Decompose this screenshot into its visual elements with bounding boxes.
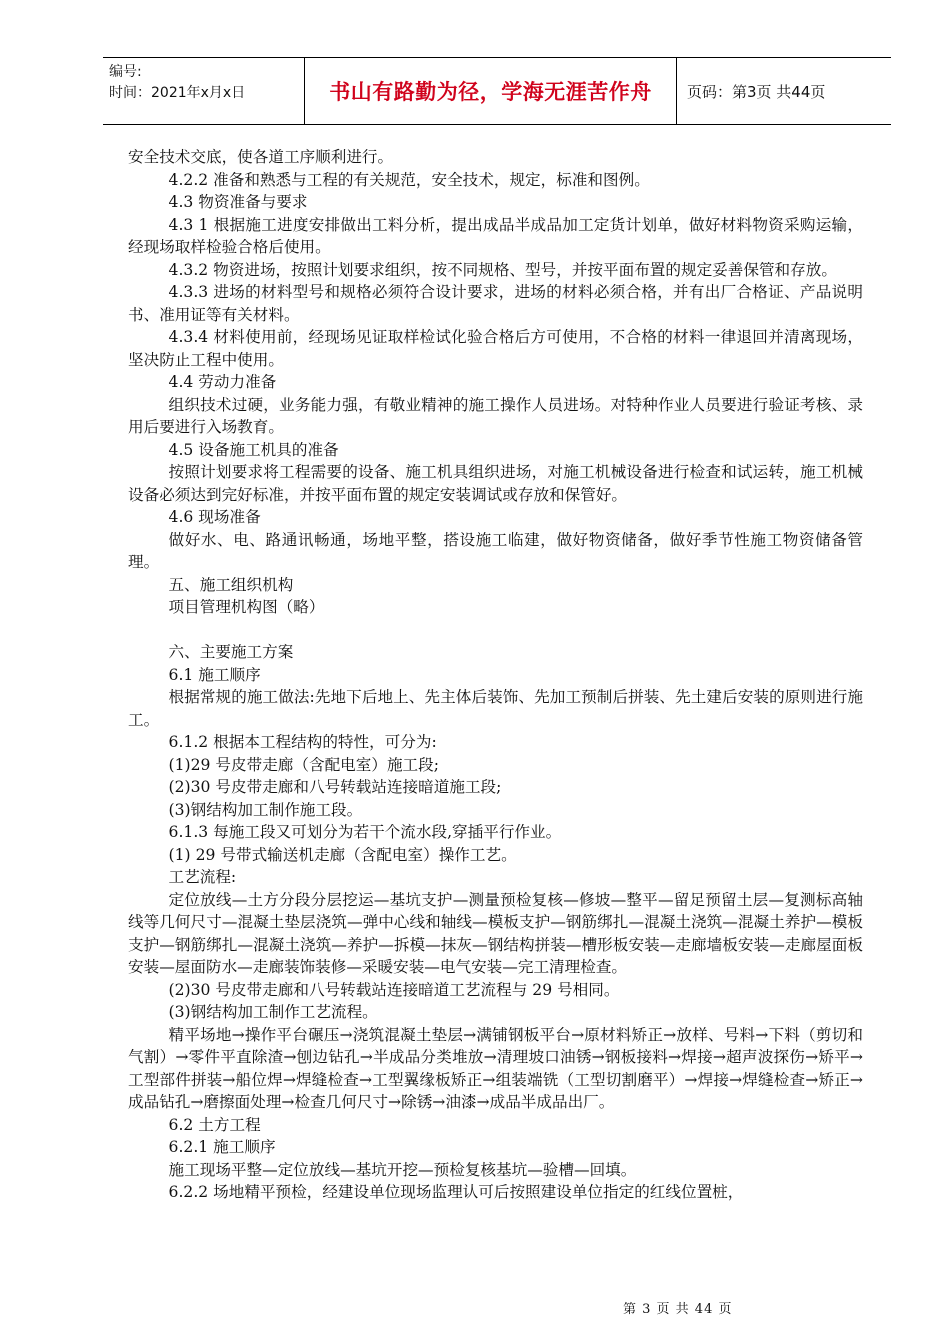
body-paragraph: 精平场地→操作平台碾压→浇筑混凝土垫层→满铺钢板平台→原材料矫正→放样、号料→下料（剪切和气割）→零件平直除渣→刨边钻孔→半成品分类堆放→清理坡口油锈→钢板接料→焊接→超声波探伤→矫平→工型部件拼装→船位焊→焊缝检查→工型翼缘板矫正→组装端铣（工型切割磨平）→焊接→焊缝检查→矫正→成品钻孔→磨擦面处理→检查几何尺寸→除锈→油漆→成品半成品出厂。	[128, 1025, 863, 1111]
body-paragraph: (1) 29 号带式输送机走廊（含配电室）操作工艺。	[168, 845, 517, 864]
body-paragraph: 安全技术交底，使各道工序顺利进行。	[128, 148, 394, 166]
body-paragraph: (2)30 号皮带走廊和八号转载站连接暗道施工段;	[168, 778, 502, 796]
body-paragraph: 4.6 现场准备	[168, 508, 261, 526]
body-paragraph	[128, 619, 863, 642]
time-label: 时间：2021年x月x日	[109, 85, 246, 101]
body-paragraph: 根据常规的施工做法:先地下后地上、先主体后装饰、先加工预制后拼装、先土建后安装的原则进行施工。	[128, 688, 863, 729]
body-paragraph: 4.3.4 材料使用前，经现场见证取样检试化验合格后方可使用，不合格的材料一律退回并清离现场，坚决防止工程中使用。	[128, 328, 863, 369]
body-paragraph: 6.2.1 施工顺序	[168, 1138, 276, 1156]
header-meta	[103, 58, 305, 124]
body-paragraph: 项目管理机构图（略）	[168, 598, 325, 616]
body-paragraph: 定位放线—土方分段分层挖运—基坑支护—测量预检复核—修坡—整平—留足预留土层—复测标高轴线等几何尺寸—混凝土垫层浇筑—弹中心线和轴线—模板支护—钢筋绑扎—混凝土浇筑—混凝土养护—模板支护—钢筋绑扎—混凝土浇筑—养护—拆模—抹灰—钢结构拼装—槽形板安装—走廊墙板安装—走廊屋面板安装—屋面防水—走廊装饰装修—采暖安装—电气安装—完工清理检查。	[128, 890, 863, 976]
body-paragraph: 6.2.2 场地精平预检，经建设单位现场监理认可后按照建设单位指定的红线位置桩，	[168, 1183, 744, 1201]
document-body	[128, 146, 863, 1204]
body-paragraph: 6.1 施工顺序	[168, 665, 261, 684]
page-header	[103, 57, 891, 125]
body-paragraph: (2)30 号皮带走廊和八号转载站连接暗道工艺流程与 29 号相同。	[168, 980, 620, 999]
body-paragraph: 4.3.2 物资进场，按照计划要求组织，按不同规格、型号，并按平面布置的规定妥善保管和存放。	[168, 260, 837, 279]
body-paragraph: 4.3 1 根据施工进度安排做出工料分析，提出成品半成品加工定货计划单，做好材料物资采购运输，经现场取样检验合格后使用。	[128, 215, 863, 256]
body-paragraph: 4.3 物资准备与要求	[168, 193, 308, 211]
page-info: 页码：第3页 共44页	[687, 82, 826, 101]
body-paragraph: 4.2.2 准备和熟悉与工程的有关规范，安全技术，规定，标准和图例。	[168, 170, 650, 189]
body-paragraph: (3)钢结构加工制作工艺流程。	[168, 1003, 378, 1021]
body-paragraph: 组织技术过硬，业务能力强，有敬业精神的施工操作人员进场。对特种作业人员要进行验证考核、录用后要进行入场教育。	[128, 395, 863, 436]
body-paragraph: (3)钢结构加工制作施工段。	[168, 800, 363, 819]
body-paragraph: 4.4 劳动力准备	[168, 373, 277, 391]
body-paragraph: 五、施工组织机构	[168, 575, 294, 594]
body-paragraph: 4.5 设备施工机具的准备	[168, 440, 339, 459]
body-paragraph: 六、主要施工方案	[168, 643, 294, 661]
body-paragraph: 做好水、电、路通讯畅通，场地平整，搭设施工临建，做好物资储备，做好季节性施工物资储备管理。	[128, 530, 863, 571]
body-paragraph: 按照计划要求将工程需要的设备、施工机具组织进场，对施工机械设备进行检查和试运转，施工机械设备必须达到完好标准，并按平面布置的规定安装调试或存放和保管好。	[128, 463, 863, 504]
body-paragraph: 施工现场平整—定位放线—基坑开挖—预检复核基坑—验槽—回填。	[168, 1160, 637, 1179]
body-paragraph: 6.1.2 根据本工程结构的特性，可分为:	[168, 733, 437, 751]
body-paragraph: 6.1.3 每施工段又可划分为若干个流水段,穿插平行作业。	[168, 823, 562, 841]
body-paragraph: (1)29 号皮带走廊（含配电室）施工段;	[168, 755, 440, 774]
page-footer: 第 3 页 共 44 页	[623, 1302, 733, 1317]
body-paragraph: 4.3.3 进场的材料型号和规格必须符合设计要求，进场的材料必须合格，并有出厂合格证、产品说明书、准用证等有关材料。	[128, 283, 863, 324]
body-paragraph: 工艺流程:	[168, 868, 237, 886]
motto-text: 书山有路勤为径，学海无涯苦作舟	[305, 58, 677, 124]
body-paragraph: 6.2 土方工程	[168, 1115, 261, 1134]
number-label: 编号:	[109, 64, 142, 80]
